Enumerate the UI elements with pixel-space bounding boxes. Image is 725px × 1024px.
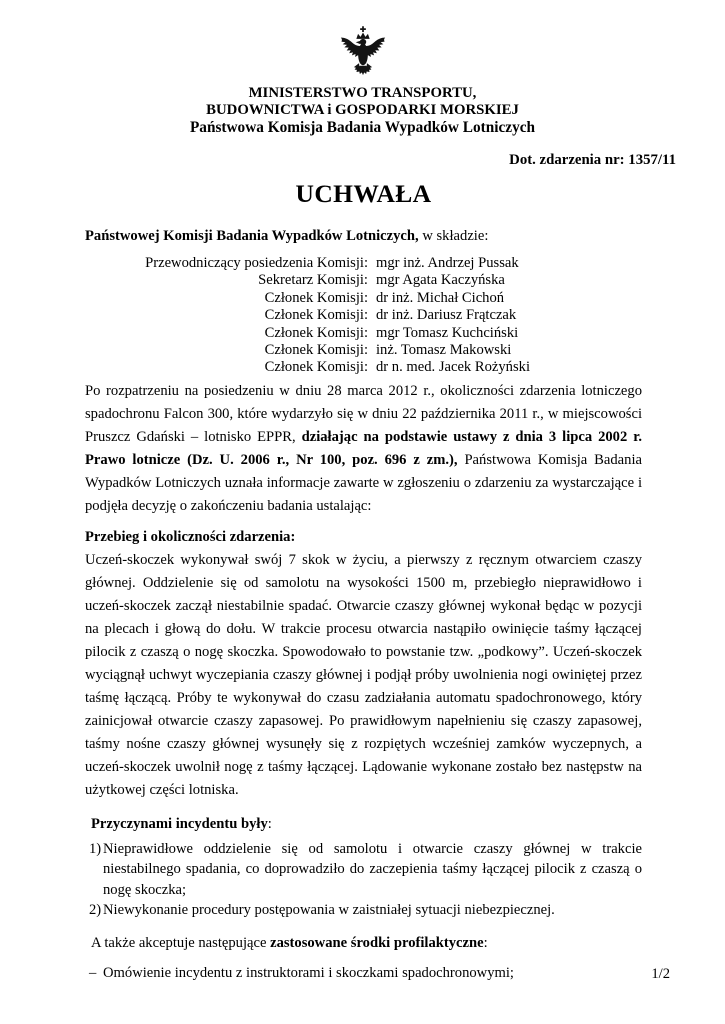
committee-member-name: dr inż. Dariusz Frątczak bbox=[376, 307, 517, 324]
committee-row bbox=[122, 255, 642, 272]
text-segment: Omówienie incydentu z instruktorami i skoczkami spadochronowymi; bbox=[103, 964, 514, 981]
committee-role: Członek Komisji: bbox=[264, 307, 368, 324]
list-marker: 1) bbox=[89, 840, 102, 857]
page-number: 1/2 bbox=[651, 966, 670, 982]
text-segment: Niewykonanie procedury postępowania w zaistniałej sytuacji niebezpiecznej. bbox=[103, 902, 555, 919]
ministry-name-line1: MINISTERSTWO TRANSPORTU, bbox=[248, 85, 477, 101]
committee-role: Członek Komisji: bbox=[264, 289, 368, 306]
bold-text-segment: zastosowane środki profilaktyczne bbox=[270, 934, 484, 951]
committee-member-name: dr inż. Michał Cichoń bbox=[376, 289, 505, 306]
list-item-text bbox=[103, 839, 642, 901]
bold-text-segment: Przebieg i okoliczności zdarzenia: bbox=[85, 528, 296, 545]
committee-role: Przewodniczący posiedzenia Komisji: bbox=[145, 255, 368, 271]
paragraph bbox=[85, 380, 642, 518]
committee-member-name: dr n. med. Jacek Rożyński bbox=[376, 359, 531, 376]
dash-list bbox=[85, 963, 642, 984]
document-body bbox=[85, 380, 642, 984]
committee-member-name: mgr Tomasz Kuchciński bbox=[376, 324, 519, 341]
text-segment: Nieprawidłowe oddzielenie się od samolotu i otwarcie czaszy głównej w trakcie niestabilnego spadania, co doprowadziło do zaczepienia taśmy łączącej pilocik z czaszą o nogę skoczka; bbox=[103, 840, 642, 898]
list-marker: – bbox=[89, 964, 97, 981]
subheading bbox=[91, 816, 642, 833]
subheading bbox=[91, 935, 642, 952]
polish-eagle-emblem-icon bbox=[337, 26, 389, 82]
committee-member-name: mgr Agata Kaczyńska bbox=[376, 272, 505, 289]
document-header bbox=[0, 85, 725, 137]
committee-role: Członek Komisji: bbox=[264, 359, 368, 376]
text-segment: w składzie: bbox=[418, 228, 489, 244]
text-segment: Uczeń-skoczek wykonywał swój 7 skok w życiu, a pierwszy z ręcznym otwarciem czaszy głównej. Oddzielenie się od samolotu na wysokości 1500 m, przebiegło nieprawidłowo i uczeń-skoczek zaczął niestabilnie spadać. Otwarcie czaszy głównej wykonał będąc w pozycji na plecach i głową do dołu. W trakcie procesu otwarcia nastąpiło owinięcie taśmy łączącej pilocik z czaszą o nogę skoczka. Spowodowało to powstanie tzw. „podkowy”. Uczeń-skoczek wyciągnął uchwyt wyczepiania czaszy głównej i podjął próby uwolnienia nogi owiniętej przez taśmę łączącą. Próby te wykonywał do czasu zadziałania automatu spadochronowego, który zainicjował otwarcie czaszy zapasowej. Po prawidłowym napełnieniu się czaszy zapasowej, taśmy nośne czaszy głównej wysunęły się z rozpiętych wcześniej zamków wyczepnych, a uczeń-skoczek uwolnił nogę z taśmy łączącej. Lądowanie wykonane zostało bez następstw na użytkowej części lotniska. bbox=[85, 551, 642, 798]
list-item bbox=[89, 900, 642, 921]
case-reference: Dot. zdarzenia nr: 1357/11 bbox=[509, 152, 676, 168]
committee-row bbox=[122, 272, 642, 289]
committee-member-name: mgr inż. Andrzej Pussak bbox=[376, 255, 519, 271]
text-segment: Po rozpatrzeniu na posiedzeniu w dniu 28 marca 2012 r., okoliczności zdarzenia lotniczego spadochronu Falcon 300, które wydarzyło się w dniu 22 października 2011 r., w miejscowości Pruszcz Gdański – lotnisko EPPR, bbox=[85, 382, 642, 445]
committee-role: Członek Komisji: bbox=[264, 342, 368, 359]
document-content bbox=[85, 177, 642, 983]
committee-member-name: inż. Tomasz Makowski bbox=[376, 342, 512, 359]
ministry-name-line2: BUDOWNICTWA i GOSPODARKI MORSKIEJ bbox=[206, 102, 519, 118]
list-item bbox=[89, 963, 642, 984]
committee-row bbox=[122, 290, 642, 307]
bold-text-segment: Przyczynami incydentu były bbox=[91, 815, 268, 832]
bold-text-segment: Państwowej Komisji Badania Wypadków Lotniczych, bbox=[85, 228, 419, 244]
list-item-text bbox=[103, 900, 642, 921]
list-marker: 2) bbox=[89, 902, 102, 919]
committee-row bbox=[122, 342, 642, 359]
text-segment: : bbox=[483, 934, 488, 951]
bold-text-segment: działając na podstawie ustawy z dnia 3 lipca 2002 r. Prawo lotnicze (Dz. U. 2006 r., Nr 100, poz. 696 z zm.), bbox=[85, 428, 642, 468]
committee-list bbox=[122, 255, 642, 377]
heading bbox=[85, 529, 642, 546]
committee-row bbox=[122, 325, 642, 342]
committee-row bbox=[122, 359, 642, 376]
list-item-text bbox=[103, 963, 642, 984]
committee-row bbox=[122, 307, 642, 324]
list-item bbox=[89, 839, 642, 901]
committee-role: Członek Komisji: bbox=[264, 324, 368, 341]
commission-name: Państwowa Komisja Badania Wypadków Lotniczych bbox=[189, 119, 536, 136]
numbered-list bbox=[85, 839, 642, 921]
preamble bbox=[85, 228, 642, 245]
text-segment: : bbox=[267, 815, 272, 832]
paragraph bbox=[85, 549, 642, 802]
committee-role: Sekretarz Komisji: bbox=[258, 272, 368, 289]
document-title: UCHWAŁA bbox=[295, 179, 432, 208]
text-segment: A także akceptuje następujące bbox=[91, 934, 271, 951]
text-segment: Państwowa Komisja Badania Wypadków Lotniczych uznała informacje zawarte w zgłoszeniu o zdarzeniu za wystarczające i podjęła decyzję o zakończeniu badania ustalając: bbox=[85, 451, 642, 514]
